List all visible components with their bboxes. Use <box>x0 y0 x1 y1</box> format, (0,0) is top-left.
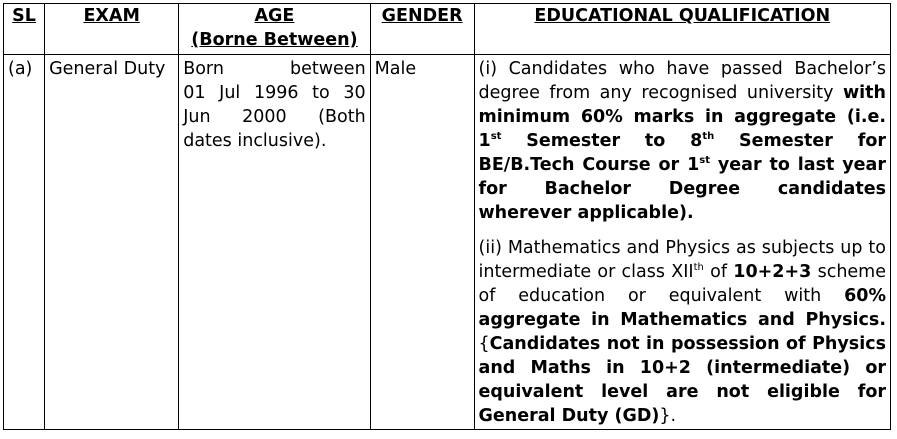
edu-point-i <box>479 57 886 225</box>
cell-age <box>179 55 370 430</box>
edu-i-bold4: year to last year for Bachelor Degree candidates wherever applicable). <box>478 155 886 223</box>
cell-gender: Male <box>370 55 474 430</box>
header-age-line2: (Borne Between) <box>191 30 358 50</box>
header-gender: GENDER <box>370 4 474 55</box>
edu-ii-text2: of <box>703 262 734 282</box>
age-range: 01 Jul 1996 to 30 Jun 2000 (Both dates inclusive). <box>183 83 366 151</box>
edu-ii-text5: }. <box>659 406 677 426</box>
edu-point-ii <box>479 236 886 428</box>
edu-ii-bold1: 10+2+3 <box>733 262 812 282</box>
cell-exam: General Duty <box>45 55 179 430</box>
cell-sl: (a) <box>4 55 45 430</box>
header-edu: EDUCATIONAL QUALIFICATION <box>474 4 890 55</box>
edu-i-bold3: Semester for BE/B.Tech Course or 1 <box>478 131 886 175</box>
table-row <box>4 55 891 430</box>
age-word-born: Born <box>183 59 224 79</box>
edu-i-bold2: Semester to 8 <box>501 131 703 151</box>
header-age <box>179 4 370 55</box>
edu-ii-text3: scheme of education or equivalent with <box>478 262 886 306</box>
cell-edu <box>474 55 890 430</box>
header-sl: SL <box>4 4 45 55</box>
age-word-between: between <box>289 59 366 79</box>
edu-i-bold1: with minimum 60% marks in aggregate (i.e. 1 <box>478 83 886 151</box>
edu-i-sup2: th <box>702 131 715 143</box>
edu-ii-text1: (ii) Mathematics and Physics as subjects up to intermediate or class XII <box>478 238 886 282</box>
age-first-line <box>183 57 365 81</box>
edu-i-sup1: st <box>490 131 502 143</box>
edu-ii-sup1: th <box>693 262 704 274</box>
edu-ii-text4: { <box>478 334 490 354</box>
edu-i-text1: (i) Candidates who have passed Bachelor’s degree from any recognised university <box>478 59 886 103</box>
header-row <box>4 4 891 55</box>
header-age-line1: AGE <box>254 6 295 26</box>
edu-ii-bold3: Candidates not in possession of Physics and Maths in 10+2 (intermediate) or equivalent level are not eligible for General Duty (GD) <box>478 334 886 426</box>
qualification-table <box>3 3 891 430</box>
edu-i-sup3: st <box>699 155 710 167</box>
header-exam: EXAM <box>45 4 179 55</box>
edu-ii-bold2: 60% aggregate in Mathematics and Physics. <box>478 286 886 330</box>
